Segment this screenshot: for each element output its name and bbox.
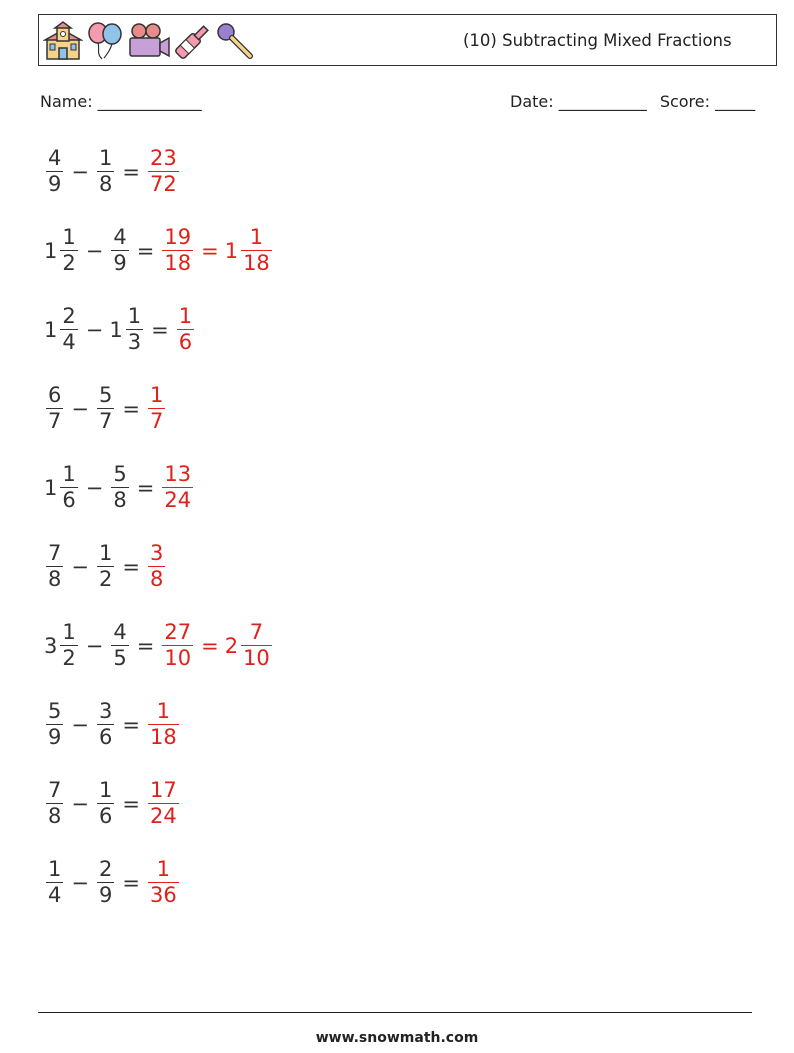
equals-sign: = xyxy=(122,396,140,421)
answer xyxy=(146,383,167,434)
minuend-denominator: 9 xyxy=(48,725,62,750)
minuend-denominator: 7 xyxy=(48,409,62,434)
score-field: Score: _____ xyxy=(659,92,756,111)
subtrahend-denominator: 6 xyxy=(98,804,113,829)
equals-sign: = xyxy=(122,791,140,816)
minuend-fraction xyxy=(46,383,63,434)
answer-denominator: 8 xyxy=(149,567,164,592)
worksheet-header xyxy=(38,14,777,66)
equals-sign: = xyxy=(136,475,155,500)
minuend-denominator: 4 xyxy=(48,883,62,908)
answer-denominator: 24 xyxy=(164,488,192,513)
minuend-whole: 1 xyxy=(44,475,58,500)
minus-sign: − xyxy=(71,554,89,579)
minuend-numerator: 1 xyxy=(48,857,62,881)
minus-sign: − xyxy=(71,159,89,184)
subtrahend-numerator: 4 xyxy=(113,225,127,249)
subtrahend-denominator: 9 xyxy=(98,883,113,908)
answer-numerator: 17 xyxy=(149,778,177,802)
minus-sign: − xyxy=(85,475,104,500)
answer-numerator: 23 xyxy=(149,146,177,170)
problem-row xyxy=(44,778,181,829)
subtrahend-numerator: 4 xyxy=(113,620,127,644)
answer-numerator: 19 xyxy=(164,225,192,249)
answer xyxy=(146,699,181,750)
answer-numerator: 3 xyxy=(149,541,164,565)
worksheet-title: (10) Subtracting Mixed Fractions xyxy=(463,31,732,50)
problem-row xyxy=(44,462,195,513)
minuend-fraction xyxy=(60,462,77,513)
minuend-denominator: 8 xyxy=(48,567,62,592)
minuend-denominator: 2 xyxy=(62,251,76,276)
subtrahend-denominator: 6 xyxy=(98,725,113,750)
minuend-fraction xyxy=(60,304,77,355)
subtrahend-numerator: 1 xyxy=(98,541,113,565)
minus-sign: − xyxy=(71,791,89,816)
answer-denominator: 6 xyxy=(178,330,193,355)
subtrahend-numerator: 1 xyxy=(98,146,113,170)
equals-sign: = xyxy=(122,159,140,184)
problem-row xyxy=(44,383,167,434)
minuend-numerator: 5 xyxy=(48,699,62,723)
name-field: Name: _____________ xyxy=(40,92,202,111)
minuend-numerator: 1 xyxy=(62,225,76,249)
problem-row xyxy=(44,225,274,276)
subtrahend-fraction xyxy=(97,778,114,829)
answer xyxy=(146,541,167,592)
minuend-fraction xyxy=(46,146,63,197)
problem-row xyxy=(44,699,181,750)
minus-sign: − xyxy=(71,396,89,421)
minuend-denominator: 2 xyxy=(62,646,76,671)
answer-denominator: 72 xyxy=(149,172,177,197)
subtrahend-fraction xyxy=(97,541,114,592)
answer xyxy=(146,857,181,908)
minuend-whole: 1 xyxy=(44,238,58,263)
subtrahend-fraction xyxy=(97,383,114,434)
minuend-whole: 1 xyxy=(44,317,58,342)
equals-sign: = xyxy=(151,317,169,342)
answer xyxy=(160,225,273,276)
problem-row xyxy=(44,620,274,671)
answer-denominator: 10 xyxy=(164,646,192,671)
equals-sign: = xyxy=(122,554,140,579)
date-score-fields xyxy=(510,92,755,111)
problem-row xyxy=(44,146,181,197)
subtrahend-numerator: 5 xyxy=(113,462,127,486)
subtrahend-denominator: 9 xyxy=(113,251,127,276)
subtrahend-denominator: 7 xyxy=(98,409,113,434)
church-icon xyxy=(43,21,83,61)
equals-sign: = xyxy=(136,238,155,263)
subtrahend-numerator: 3 xyxy=(98,699,113,723)
minus-sign: − xyxy=(85,317,104,342)
minuend-numerator: 1 xyxy=(62,620,76,644)
movie-camera-icon xyxy=(127,21,171,61)
equals-sign: = xyxy=(122,870,140,895)
subtrahend-whole: 1 xyxy=(109,317,123,342)
minuend-denominator: 9 xyxy=(48,172,62,197)
minus-sign: − xyxy=(71,712,89,737)
problem-row xyxy=(44,304,196,355)
subtrahend-denominator: 2 xyxy=(98,567,113,592)
equals-sign: = xyxy=(201,238,219,263)
equals-sign: = xyxy=(201,633,219,658)
answer xyxy=(146,146,181,197)
equals-sign: = xyxy=(122,712,140,737)
footer-divider xyxy=(38,1012,752,1013)
answer-denominator: 24 xyxy=(149,804,177,829)
minuend-fraction xyxy=(46,857,63,908)
mixed-answer-denominator: 10 xyxy=(243,646,270,671)
subtrahend-fraction xyxy=(111,620,128,671)
mixed-answer-whole: 1 xyxy=(224,238,239,263)
subtrahend-fraction xyxy=(97,146,114,197)
problem-row xyxy=(44,857,181,908)
answer-numerator: 13 xyxy=(164,462,192,486)
minuend-fraction xyxy=(60,225,77,276)
minuend-numerator: 7 xyxy=(48,778,62,802)
minuend-numerator: 4 xyxy=(48,146,62,170)
subtrahend-denominator: 5 xyxy=(113,646,127,671)
problem-row xyxy=(44,541,167,592)
minuend-denominator: 6 xyxy=(62,488,76,513)
minuend-fraction xyxy=(46,541,63,592)
answer-numerator: 27 xyxy=(164,620,192,644)
minuend-denominator: 4 xyxy=(62,330,76,355)
subtrahend-fraction xyxy=(126,304,143,355)
answer-fraction xyxy=(148,383,165,434)
subtrahend-fraction xyxy=(111,225,128,276)
minus-sign: − xyxy=(71,870,89,895)
subtrahend-fraction xyxy=(111,462,128,513)
minus-sign: − xyxy=(85,238,104,263)
minuend-numerator: 6 xyxy=(48,383,62,407)
answer-fraction xyxy=(148,541,165,592)
equals-sign: = xyxy=(136,633,155,658)
answer-numerator: 1 xyxy=(156,699,171,723)
answer-fraction xyxy=(148,778,179,829)
mixed-answer-fraction xyxy=(241,225,272,276)
answer-numerator: 1 xyxy=(178,304,193,328)
answer-fraction xyxy=(162,620,193,671)
mixed-answer-fraction xyxy=(241,620,272,671)
microphone-icon xyxy=(215,21,255,61)
answer-denominator: 18 xyxy=(164,251,192,276)
subtrahend-denominator: 8 xyxy=(113,488,127,513)
subtrahend-numerator: 2 xyxy=(98,857,113,881)
minuend-fraction xyxy=(60,620,77,671)
answer xyxy=(160,620,273,671)
answer-numerator: 1 xyxy=(149,383,164,407)
minuend-numerator: 1 xyxy=(62,462,76,486)
mixed-answer-numerator: 7 xyxy=(249,620,264,644)
subtrahend-numerator: 1 xyxy=(127,304,142,328)
answer-fraction xyxy=(162,225,193,276)
minuend-numerator: 2 xyxy=(62,304,76,328)
mixed-answer-numerator: 1 xyxy=(249,225,264,249)
champagne-bottle-icon xyxy=(173,21,213,61)
footer-url: www.snowmath.com xyxy=(315,1030,479,1046)
mixed-answer-whole: 2 xyxy=(224,633,239,658)
answer-fraction xyxy=(148,857,179,908)
subtrahend-fraction xyxy=(97,699,114,750)
subtrahend-fraction xyxy=(97,857,114,908)
answer-denominator: 36 xyxy=(149,883,177,908)
answer xyxy=(175,304,196,355)
answer-fraction xyxy=(148,146,179,197)
minuend-denominator: 8 xyxy=(48,804,62,829)
answer-fraction xyxy=(162,462,193,513)
header-icons xyxy=(43,19,255,63)
minuend-fraction xyxy=(46,778,63,829)
answer-numerator: 1 xyxy=(156,857,171,881)
minuend-numerator: 7 xyxy=(48,541,62,565)
answer-fraction xyxy=(148,699,179,750)
minuend-whole: 3 xyxy=(44,633,58,658)
subtrahend-numerator: 1 xyxy=(98,778,113,802)
subtrahend-numerator: 5 xyxy=(98,383,113,407)
answer-fraction xyxy=(177,304,194,355)
minus-sign: − xyxy=(85,633,104,658)
minuend-fraction xyxy=(46,699,63,750)
balloons-icon xyxy=(85,21,125,61)
mixed-answer-denominator: 18 xyxy=(243,251,270,276)
subtrahend-denominator: 8 xyxy=(98,172,113,197)
subtrahend-denominator: 3 xyxy=(127,330,142,355)
answer xyxy=(146,778,181,829)
answer xyxy=(160,462,195,513)
answer-denominator: 7 xyxy=(149,409,164,434)
answer-denominator: 18 xyxy=(149,725,177,750)
date-field: Date: ___________ xyxy=(510,92,647,111)
